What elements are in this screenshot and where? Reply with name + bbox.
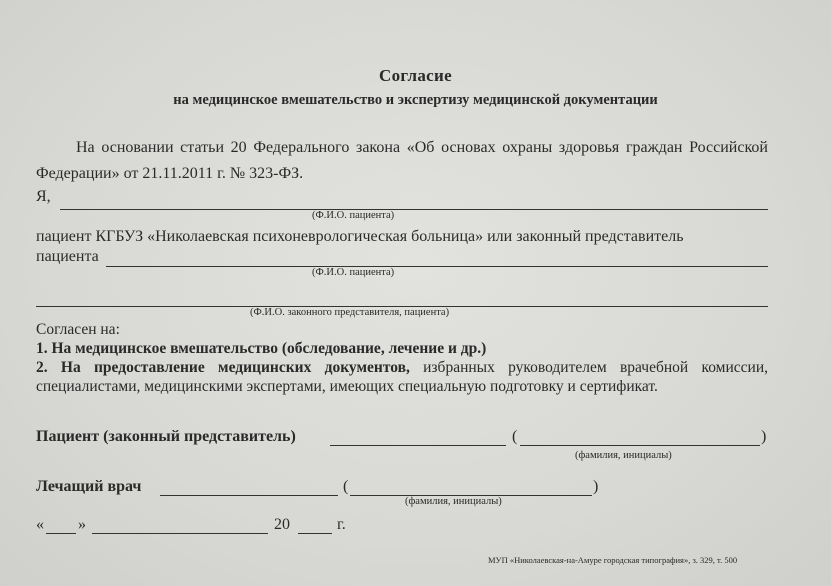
patient-open-paren: (	[512, 428, 518, 445]
doctor-open-paren: (	[343, 478, 349, 495]
consent-list	[36, 320, 768, 396]
agree-label: Согласен на:	[36, 321, 120, 338]
patient-hospital-text: пациент КГБУЗ «Николаевская психоневрологическая больница» или законный представитель	[36, 228, 684, 245]
date-day-line[interactable]	[46, 533, 76, 534]
printer-footer: МУП «Николаевская-на-Амуре городская типография», з. 329, т. 500	[488, 555, 738, 565]
date-year-line[interactable]	[298, 533, 332, 534]
intro-text: На основании статьи 20 Федерального закона «Об основах охраны здоровья граждан Российской Федерации» от 21.11.2011 г. № 323-ФЗ.	[36, 139, 768, 182]
caption-fio-representative: (Ф.И.О. законного представителя, пациента)	[250, 307, 450, 318]
patient-initials-line[interactable]	[520, 445, 760, 446]
patient-close-paren: )	[761, 428, 767, 445]
consent-item-1: 1. На медицинское вмешательство (обследование, лечение и др.)	[36, 340, 487, 357]
date-open-quote: «	[36, 516, 44, 533]
patient-name-line-2[interactable]	[106, 266, 768, 267]
patient-name-line[interactable]	[60, 209, 768, 210]
date-month-line[interactable]	[92, 533, 268, 534]
i-label: Я,	[36, 188, 51, 205]
document-title: Согласие	[379, 66, 452, 85]
consent-item-2-bold: 2. На предоставление медицинских документов,	[36, 359, 410, 376]
patient-label: пациента	[36, 248, 99, 265]
doctor-signature-line[interactable]	[160, 495, 338, 496]
sign-patient-label: Пациент (законный представитель)	[36, 428, 296, 445]
caption-fio-patient-2: (Ф.И.О. пациента)	[312, 267, 395, 278]
consent-item-2	[36, 358, 768, 396]
date-close-quote: »	[78, 516, 86, 533]
intro-paragraph	[36, 135, 768, 187]
doctor-close-paren: )	[593, 478, 599, 495]
document-subtitle: на медицинское вмешательство и экспертизу медицинской документации	[173, 92, 658, 108]
caption-patient-initials: (фамилия, инициалы)	[575, 450, 672, 461]
date-year-prefix: 20	[274, 516, 290, 533]
caption-doctor-initials: (фамилия, инициалы)	[405, 496, 502, 507]
sign-doctor-label: Лечащий врач	[36, 478, 142, 495]
caption-fio-patient-1: (Ф.И.О. пациента)	[312, 210, 395, 221]
patient-signature-line[interactable]	[330, 445, 506, 446]
date-year-suffix: г.	[337, 516, 346, 533]
consent-item-2-rest: избранных руководителем врачебной комиссии, специалистами, медицинскими экспертами, имеющих специальную подготовку и сертификат.	[36, 359, 769, 395]
